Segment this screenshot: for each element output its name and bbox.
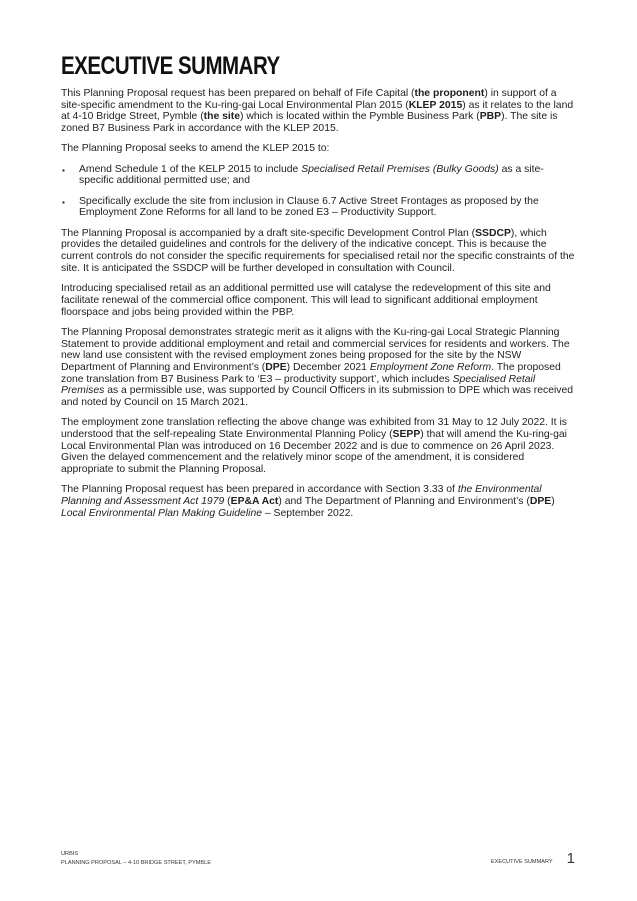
paragraph-specialised-retail: Introducing specialised retail as an additional permitted use will catalyse the redevelopment of this site and facilitate renewal of the commercial office component. This will lead to significant additional employment floorspace and jobs being provided within the PBP.: [61, 283, 551, 318]
footer-document-title: PLANNING PROPOSAL – 4-10 BRIDGE STREET, PYMBLE: [61, 860, 211, 866]
footer-section-title: EXECUTIVE SUMMARY: [490, 859, 553, 865]
footer-left: [61, 850, 211, 868]
footer-right: [491, 851, 575, 866]
bullet-icon: ▪: [62, 165, 65, 175]
paragraph-intro: This Planning Proposal request has been prepared on behalf of Fife Capital (the proponent) in support of a site-specific amendment to the Ku-ring-gai Local Environmental Plan 2015 (KLEP 2015) as it relates to the land at 4-10 Bridge Street, Pymble (the site) which is located within the Pymble Business Park (PBP). The site is zoned B7 Business Park in accordance with the KLEP 2015.: [61, 88, 574, 135]
paragraph-ssdcp: The Planning Proposal is accompanied by a draft site-specific Development Control Plan (SSDCP), which provides the detailed guidelines and controls for the delivery of the indicative concept. This is because the current controls do not consider the specific requirements for specialised retail nor the specific constraints of the site. It is anticipated the SSDCP will be further developed in consultation with Council.: [61, 227, 575, 274]
list-item: ▪ Specifically exclude the site from inclusion in Clause 6.7 Active Street Frontages as proposed by the Employment Zone Reforms for all land to be zoned E3 – Productivity Support.: [62, 195, 539, 219]
footer-company: URBIS: [61, 851, 79, 857]
paragraph-zone-translation: The employment zone translation reflecting the above change was exhibited from 31 May to 12 July 2022. It is understood that the self-repealing State Environmental Planning Policy (SEPP) that will amend the Ku-ring-gai Local Environmental Plan was introduced on 16 December 2022 and is due to commence on 26 April 2023. Given the delayed commencement and the relatively minor scope of the amendment, it is considered appropriate to submit the Planning Proposal.: [61, 417, 567, 476]
bullet-list: [61, 164, 577, 219]
page-number: 1: [566, 850, 575, 867]
page-title: EXECUTIVE SUMMARY: [61, 52, 280, 80]
paragraph-prepared: The Planning Proposal request has been prepared in accordance with Section 3.33 of the Environmental Planning and Assessment Act 1979 (EP&A Act) and The Department of Planning and Environment’s (DPE) Local Environmental Plan Making Guideline – September 2022.: [61, 484, 555, 519]
paragraph-strategic-merit: The Planning Proposal demonstrates strategic merit as it aligns with the Ku-ring-gai Local Strategic Planning Statement to provide additional employment and retail and commercial services for residents and workers. The new land use consistent with the revised employment zones being proposed for the site by the NSW Department of Planning and Environment’s (DPE) December 2021 Employment Zone Reform. The proposed zone translation from B7 Business Park to ‘E3 – productivity support’, which includes Specialised Retail Premises as a permissible use, was supported by Council Officers in its submission to DPE which was received and noted by Council on 15 March 2021.: [61, 326, 574, 409]
paragraph-seeks: The Planning Proposal seeks to amend the KLEP 2015 to:: [61, 143, 330, 155]
list-item: ▪ Amend Schedule 1 of the KELP 2015 to include Specialised Retail Premises (Bulky Goods) as a site-specific additional permitted use; and: [62, 163, 544, 187]
page-content: [61, 52, 577, 528]
bullet-icon: ▪: [62, 197, 65, 207]
